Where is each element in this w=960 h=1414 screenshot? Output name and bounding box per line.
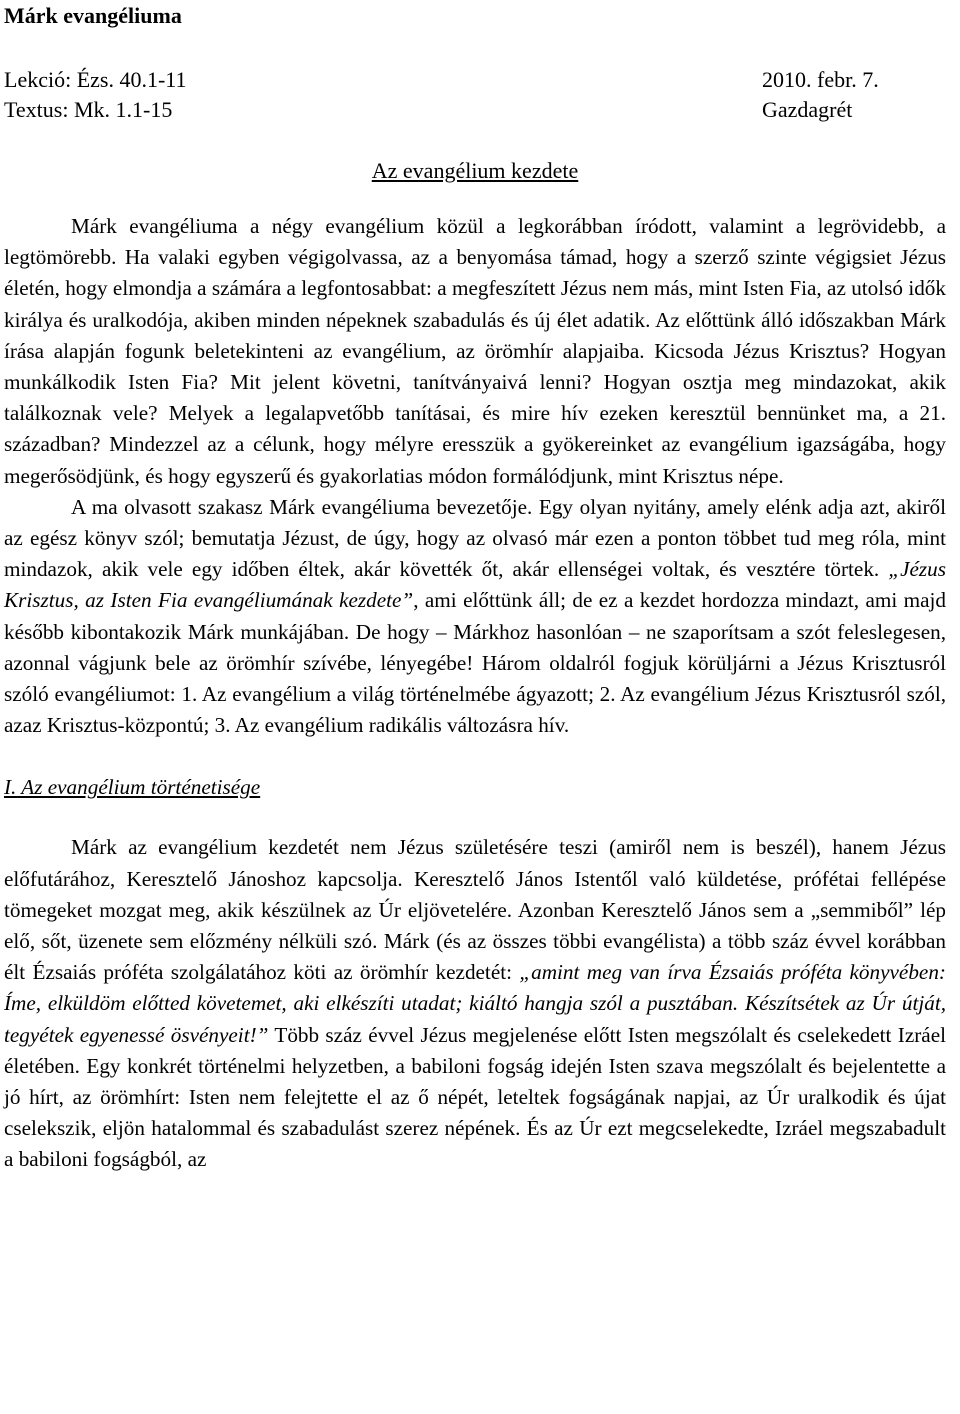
document-title: Márk evangéliuma bbox=[4, 3, 182, 28]
lekcio-reference: Lekció: Ézs. 40.1-11 bbox=[4, 67, 187, 92]
sermon-place: Gazdagrét bbox=[762, 97, 853, 122]
sermon-meta bbox=[4, 65, 946, 125]
second-paragraph-part1: A ma olvasott szakasz Márk evangéliuma bevezetője. Egy olyan nyitány, amely elénk adja azt, akiről az egész könyv szól; bemutatja Jézust, de úgy, hogy az olvasó már ezen a ponton többet tud meg róla, mint mindazok, akik vele egy időben éltek, akár követték őt, akár ellenségei voltak, és vesztére törtek. bbox=[4, 494, 946, 582]
isaiah-quote: „amint meg van írva Ézsaiás próféta könyvében: Íme, elküldöm előtted követemet, aki elkészíti utadat; kiáltó hangja szól a pusztában. Készítsétek az Úr útját, tegyétek egyenessé ösvényeit!” bbox=[4, 960, 946, 1047]
section-title: Az evangélium kezdete bbox=[371, 158, 579, 183]
subsection-title: I. Az evangélium történetisége bbox=[4, 775, 261, 800]
textus-reference: Textus: Mk. 1.1-15 bbox=[4, 97, 173, 122]
second-paragraph-part2: , ami előttünk áll; de ez a kezdet hordozza mindazt, ami majd később kibontakozik Márk munkájában. De hogy – Márkhoz hasonlóan – ne szaporítsam a szót feleslegesen, azonnal vágjunk bele az örömhír szívébe, lényegébe! Három oldalról fogjuk körüljárni a Jézus Krisztusról szóló evangéliumot: 1. Az evangélium a világ történelmébe ágyazott; 2. Az evangélium Jézus Krisztusról szól, azaz Krisztus-központú; 3. Az evangélium radikális változásra hív. bbox=[4, 588, 946, 738]
meta-row-2 bbox=[4, 95, 946, 125]
meta-row-1 bbox=[4, 65, 946, 95]
document-page bbox=[4, 0, 946, 1176]
sermon-date: 2010. febr. 7. bbox=[762, 67, 879, 92]
gospel-title-quote: „Jézus Krisztus, az Isten Fia evangéliumának kezdete” bbox=[4, 557, 946, 613]
intro-paragraph: Márk evangéliuma a négy evangélium közül a legkorábban íródott, valamint a legrövidebb, a legtömörebb. Ha valaki egyben végigolvassa, az a benyomása támad, hogy a szerző szinte végigsiet Jézus életén, hogy elmondja a számára a legfontosabbat: a megfeszített Jézus nem más, mint Isten Fia, az utolsó idők királya és uralkodója, akiben minden népeknek szabadulás és új élet adatik. Az előttünk álló időszakban Márk írása alapján fogunk beletekinteni az evangélium, az örömhír alapjaiba. Kicsoda Jézus Krisztus? Hogyan munkálkodik Isten Fia? Mit jelent követni, tanítványaivá lenni? Hogyan osztja meg mindazokat, akik találkoznak vele? Melyek a legalapvetőbb tanításai, és mire hív ezeken keresztül bennünket ma, a 21. században? Mindezzel az a célunk, hogy mélyre eresszük a gyökereinket az evangélium igazságába, hogy megerősödjünk, és hogy egyszerű és gyakorlatias módon formálódjunk, mint Krisztus népe. bbox=[4, 214, 946, 488]
third-paragraph-part2: Több száz évvel Jézus megjelenése előtt Isten megszólalt és cselekedett Izráel életében. Egy konkrét történelmi helyzetben, a babiloni fogság idején Isten szava megszólalt és bejelentette a jó hírt, az örömhírt: Isten nem felejtette el az ő népét, leteltek fogságának napjai, az Úr uralkodik és újat cselekszik, eljön hatalommal és szabadulást szerez népének. És az Úr ezt megcselekedte, Izráel megszabadult a babiloni fogságból, az bbox=[4, 1022, 946, 1172]
third-paragraph-part1: Márk az evangélium kezdetét nem Jézus születésére teszi (amiről nem is beszél), hanem Jézus előfutárához, Keresztelő Jánoshoz kapcsolja. Keresztelő János Istentől való küldetése, prófétai fellépése tömegeket mozgat meg, akik készülnek az Úr eljövetelére. Azonban Keresztelő János sem a „semmiből” lép elő, sőt, üzenete sem előzmény nélküli szó. Márk (és az összes többi evangélista) a több száz évvel korábban élt Ézsaiás próféta szolgálatához köti az örömhír kezdetét: bbox=[4, 835, 946, 985]
third-paragraph bbox=[4, 832, 946, 1175]
second-paragraph bbox=[4, 492, 946, 742]
